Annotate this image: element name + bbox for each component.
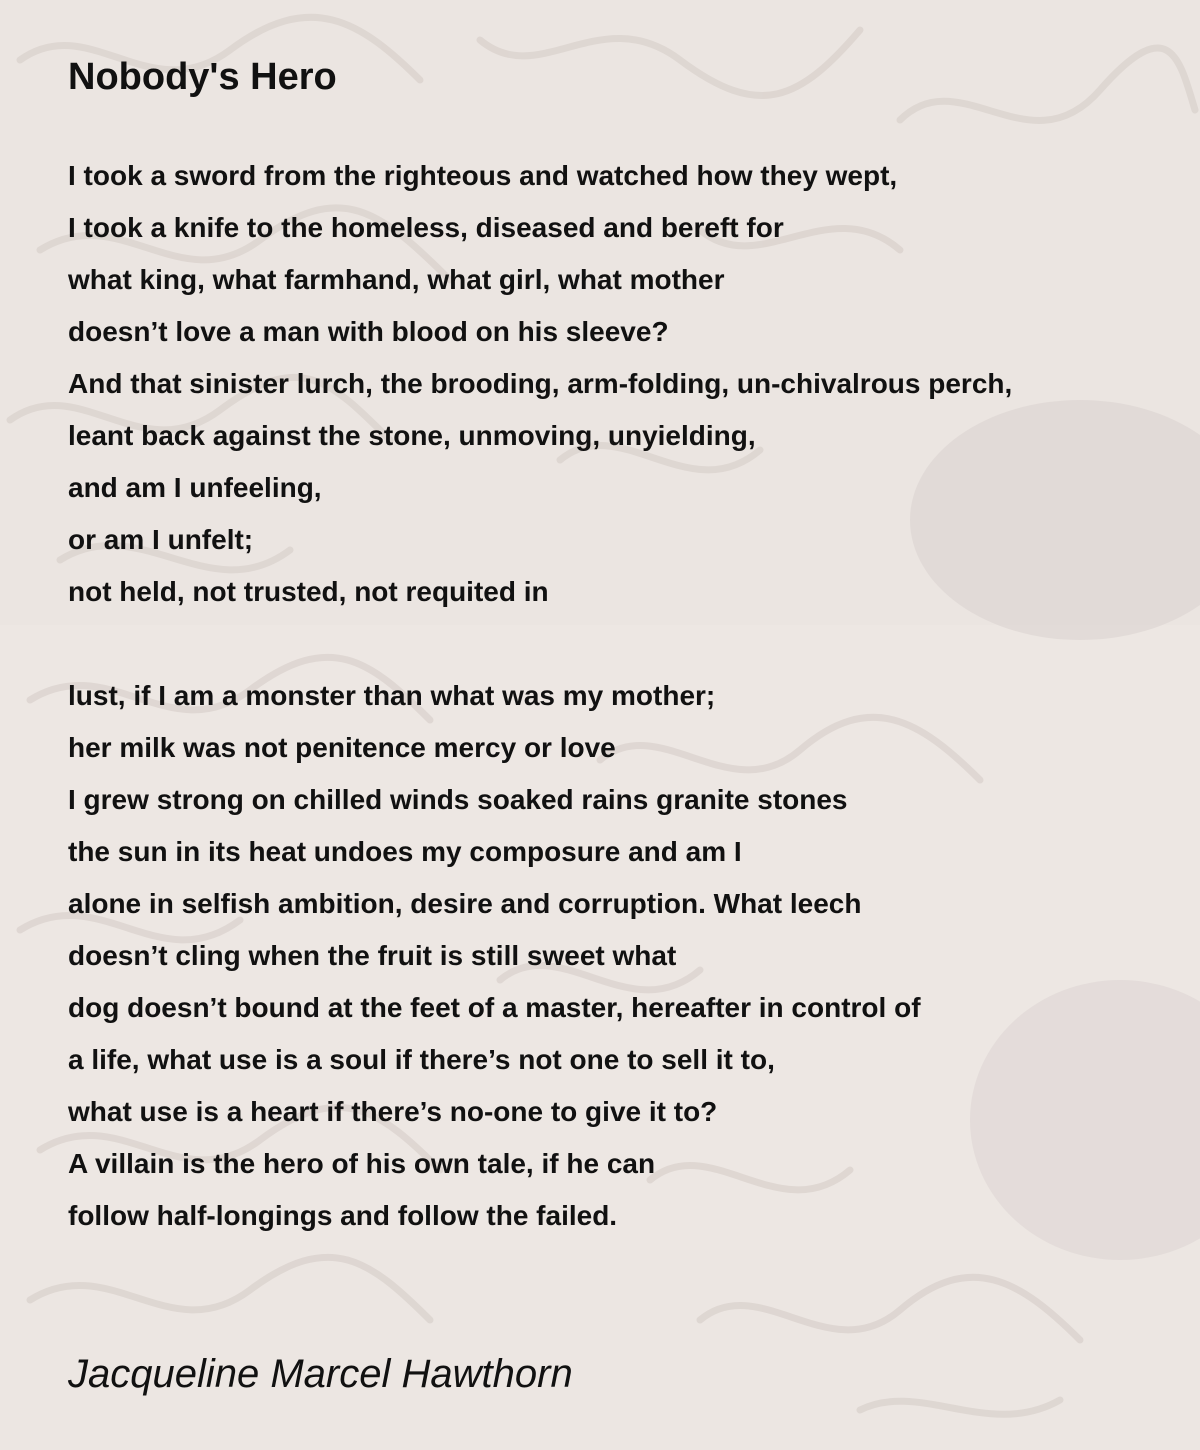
poem-line: doesn’t cling when the fruit is still sweet what (68, 940, 677, 971)
poem-line: dog doesn’t bound at the feet of a master, hereafter in control of (68, 992, 921, 1023)
poem-line: I took a sword from the righteous and watched how they wept, (68, 160, 898, 191)
stanza-1 (68, 150, 1012, 618)
poem-author: Jacqueline Marcel Hawthorn (68, 1352, 573, 1396)
poem-line: I grew strong on chilled winds soaked rains granite stones (68, 784, 848, 815)
poem-title: Nobody's Hero (68, 56, 337, 98)
stanza-break (68, 618, 1012, 670)
poem-line: follow half-longings and follow the failed. (68, 1200, 618, 1231)
poem-body (68, 150, 1012, 1242)
poem-line: A villain is the hero of his own tale, if he can (68, 1148, 656, 1179)
poem-line: the sun in its heat undoes my composure and am I (68, 836, 742, 867)
poem-line: I took a knife to the homeless, diseased and bereft for (68, 212, 784, 243)
poem-line: her milk was not penitence mercy or love (68, 732, 616, 763)
poem-line: a life, what use is a soul if there’s not one to sell it to, (68, 1044, 775, 1075)
poem-line: alone in selfish ambition, desire and corruption. What leech (68, 888, 862, 919)
poem-line: leant back against the stone, unmoving, unyielding, (68, 420, 756, 451)
poem-line: what use is a heart if there’s no-one to give it to? (68, 1096, 718, 1127)
poem-line: what king, what farmhand, what girl, what mother (68, 264, 725, 295)
poem-line: lust, if I am a monster than what was my mother; (68, 680, 716, 711)
poem-line: and am I unfeeling, (68, 472, 322, 503)
stanza-2 (68, 670, 1012, 1242)
poem-line: or am I unfelt; (68, 524, 254, 555)
poem-line: And that sinister lurch, the brooding, arm-folding, un-chivalrous perch, (68, 368, 1013, 399)
poem-line: not held, not trusted, not requited in (68, 576, 549, 607)
poem-line: doesn’t love a man with blood on his sleeve? (68, 316, 669, 347)
